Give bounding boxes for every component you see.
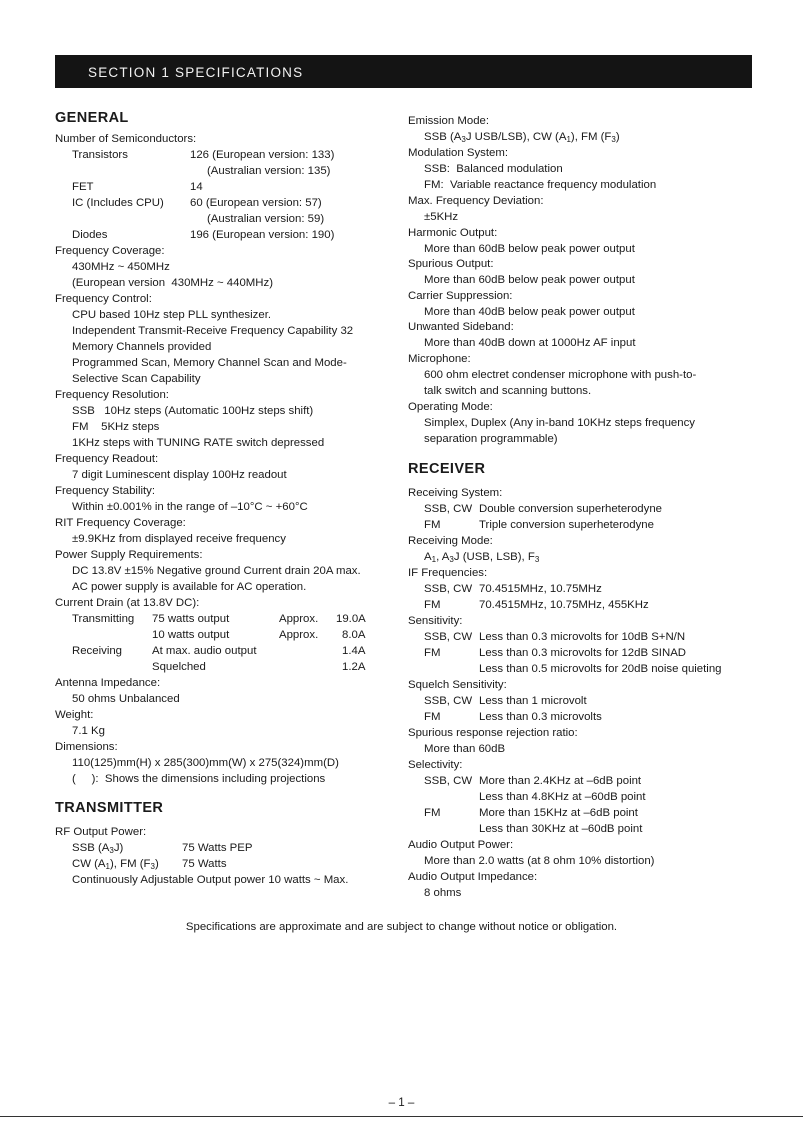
squelch-label: Squelch Sensitivity:	[408, 679, 507, 691]
ic-value-aus: (Australian version: 59)	[207, 213, 325, 225]
selectivity-fm-label: FM	[424, 807, 441, 819]
sensitivity-ssb-label: SSB, CW	[424, 631, 473, 643]
rf-cw-label: CW $(A_1)$, FM $(F_3)$	[72, 858, 159, 871]
selectivity-ssb-label: SSB, CW	[424, 775, 473, 787]
rx-mode-value: $A_1$, $A_3J$ (USB, LSB), $F_3$	[424, 551, 540, 564]
operating-mode-label: Operating Mode:	[408, 401, 493, 413]
section-banner	[55, 55, 752, 88]
weight-1: 7.1 Kg	[72, 725, 105, 737]
unwanted-label: Unwanted Sideband:	[408, 321, 514, 333]
sensitivity-fm-value: Less than 0.3 microvolts for 12dB SINAD	[479, 647, 687, 659]
freq-resolution-1: SSB 10Hz steps (Automatic 100Hz steps shift)	[72, 405, 314, 417]
drain-tx-1-approx: Approx.	[279, 613, 319, 625]
microphone-2: talk switch and scanning buttons.	[424, 385, 592, 397]
rit-label: RIT Frequency Coverage:	[55, 517, 186, 529]
bottom-rule	[0, 1116, 803, 1117]
selectivity-ssb-value: More than 2.4KHz at –6dB point	[479, 775, 642, 787]
freq-stability-label: Frequency Stability:	[55, 485, 156, 497]
antenna-label: Antenna Impedance:	[55, 677, 161, 689]
freq-readout-label: Frequency Readout:	[55, 453, 159, 465]
microphone-label: Microphone:	[408, 353, 471, 365]
sensitivity-fm-label: FM	[424, 647, 441, 659]
rf-adjustable: Continuously Adjustable Output power 10 watts ~ Max.	[72, 874, 349, 886]
fet-value: 14	[190, 181, 203, 193]
transistors-label: Transistors	[72, 149, 128, 161]
section-title: SECTION 1 SPECIFICATIONS	[88, 65, 304, 80]
freq-control-2: Independent Transmit-Receive Frequency Capability 32	[72, 325, 354, 337]
freq-control-5: Selective Scan Capability	[72, 373, 201, 385]
audio-power-label: Audio Output Power:	[408, 839, 514, 851]
power-supply-label: Power Supply Requirements:	[55, 549, 203, 561]
selectivity-fm-value2: Less than 30KHz at –60dB point	[479, 823, 643, 835]
audio-impedance-label: Audio Output Impedance:	[408, 871, 538, 883]
operating-mode-2: separation programmable)	[424, 433, 558, 445]
audio-power-1: More than 2.0 watts (at 8 ohm 10% distortion)	[424, 855, 655, 867]
dimensions-label: Dimensions:	[55, 741, 118, 753]
diodes-label: Diodes	[72, 229, 108, 241]
rx-system-fm-label: FM	[424, 519, 441, 531]
freq-resolution-3: 1KHz steps with TUNING RATE switch depressed	[72, 437, 325, 449]
if-ssb-value: 70.4515MHz, 10.75MHz	[479, 583, 602, 595]
freq-readout-1: 7 digit Luminescent display 100Hz readout	[72, 469, 287, 481]
if-fm-value: 70.4515MHz, 10.75MHz, 455KHz	[479, 599, 649, 611]
drain-tx-1: 75 watts output	[152, 613, 230, 625]
spurious-1: More than 60dB below peak power output	[424, 274, 635, 286]
drain-rx-2: Squelched	[152, 661, 206, 673]
selectivity-ssb-value2: Less than 4.8KHz at –60dB point	[479, 791, 646, 803]
rx-system-fm-value: Triple conversion superheterodyne	[479, 519, 654, 531]
freq-coverage-2: (European version 430MHz ~ 440MHz)	[72, 277, 274, 289]
spurious-rejection-1: More than 60dB	[424, 743, 506, 755]
ic-value: 60 (European version: 57)	[190, 197, 322, 209]
squelch-fm-value: Less than 0.3 microvolts	[479, 711, 602, 723]
rx-system-ssb-label: SSB, CW	[424, 503, 473, 515]
if-label: IF Frequencies:	[408, 567, 488, 579]
rit-1: ±9.9KHz from displayed receive frequency	[72, 533, 286, 545]
sensitivity-fm-value2: Less than 0.5 microvolts for 20dB noise quieting	[479, 663, 722, 675]
squelch-ssb-value: Less than 1 microvolt	[479, 695, 587, 707]
drain-tx-1-value: 19.0A	[336, 613, 366, 625]
drain-tx-2: 10 watts output	[152, 629, 230, 641]
modulation-2: FM: Variable reactance frequency modulation	[424, 179, 657, 191]
power-supply-2: AC power supply is available for AC operation.	[72, 581, 307, 593]
semi-label: Number of Semiconductors:	[55, 133, 197, 145]
emission-value: SSB ($A_3J$ USB/LSB), CW $(A_1)$, FM $(F_3)$	[424, 131, 620, 144]
squelch-ssb-label: SSB, CW	[424, 695, 473, 707]
audio-impedance-1: 8 ohms	[424, 887, 462, 899]
weight-label: Weight:	[55, 709, 94, 721]
transistors-value: 126 (European version: 133)	[190, 149, 335, 161]
ic-label: IC (Includes CPU)	[72, 197, 164, 209]
drain-rx-1: At max. audio output	[152, 645, 257, 657]
freq-coverage-1: 430MHz ~ 450MHz	[72, 261, 170, 273]
sensitivity-ssb-value: Less than 0.3 microvolts for 10dB S+N/N	[479, 631, 686, 643]
freq-control-label: Frequency Control:	[55, 293, 152, 305]
rf-ssb-label: SSB $(A_3J)$	[72, 842, 124, 855]
modulation-label: Modulation System:	[408, 147, 509, 159]
freq-control-1: CPU based 10Hz step PLL synthesizer.	[72, 309, 272, 321]
drain-tx-2-approx: Approx.	[279, 629, 319, 641]
freq-control-4: Programmed Scan, Memory Channel Scan and Mode-	[72, 357, 347, 369]
receiver-heading: RECEIVER	[408, 461, 486, 477]
unwanted-1: More than 40dB down at 1000Hz AF input	[424, 337, 636, 349]
freq-stability-1: Within ±0.001% in the range of –10°C ~ +60°C	[72, 501, 308, 513]
sensitivity-label: Sensitivity:	[408, 615, 463, 627]
squelch-fm-label: FM	[424, 711, 441, 723]
rx-system-ssb-value: Double conversion superheterodyne	[479, 503, 663, 515]
freq-coverage-label: Frequency Coverage:	[55, 245, 165, 257]
harmonic-label: Harmonic Output:	[408, 227, 498, 239]
transmitter-heading: TRANSMITTER	[55, 800, 164, 816]
antenna-1: 50 ohms Unbalanced	[72, 693, 180, 705]
dimensions-2: ( ): Shows the dimensions including projections	[72, 773, 326, 785]
drain-rx-2-value: 1.2A	[342, 661, 366, 673]
operating-mode-1: Simplex, Duplex (Any in-band 10KHz steps frequency	[424, 417, 695, 429]
rf-ssb-value: 75 Watts PEP	[182, 842, 253, 854]
fet-label: FET	[72, 181, 94, 193]
general-heading: GENERAL	[55, 110, 129, 126]
max-deviation-label: Max. Frequency Deviation:	[408, 195, 544, 207]
freq-control-3: Memory Channels provided	[72, 341, 212, 353]
carrier-label: Carrier Suppression:	[408, 290, 513, 302]
current-drain-label: Current Drain (at 13.8V DC):	[55, 597, 200, 609]
rf-cw-value: 75 Watts	[182, 858, 227, 870]
diodes-value: 196 (European version: 190)	[190, 229, 335, 241]
drain-tx-label: Transmitting	[72, 613, 135, 625]
rx-system-label: Receiving System:	[408, 487, 503, 499]
microphone-1: 600 ohm electret condenser microphone with push-to-	[424, 369, 697, 381]
drain-tx-2-value: 8.0A	[342, 629, 366, 641]
transistors-value-aus: (Australian version: 135)	[207, 165, 331, 177]
selectivity-fm-value: More than 15KHz at –6dB point	[479, 807, 638, 819]
if-fm-label: FM	[424, 599, 441, 611]
dimensions-1: 110(125)mm(H) x 285(300)mm(W) x 275(324)mm(D)	[72, 757, 339, 769]
rx-mode-label: Receiving Mode:	[408, 535, 493, 547]
modulation-1: SSB: Balanced modulation	[424, 163, 563, 175]
spurious-rejection-label: Spurious response rejection ratio:	[408, 727, 578, 739]
selectivity-label: Selectivity:	[408, 759, 463, 771]
drain-rx-1-value: 1.4A	[342, 645, 366, 657]
if-ssb-label: SSB, CW	[424, 583, 473, 595]
harmonic-1: More than 60dB below peak power output	[424, 243, 635, 255]
page-number: – 1 –	[388, 1096, 415, 1109]
rf-output-label: RF Output Power:	[55, 826, 147, 838]
spurious-label: Spurious Output:	[408, 258, 494, 270]
freq-resolution-label: Frequency Resolution:	[55, 389, 169, 401]
freq-resolution-2: FM 5KHz steps	[72, 421, 160, 433]
footer-note: Specifications are approximate and are subject to change without notice or obligation.	[185, 921, 618, 933]
carrier-1: More than 40dB below peak power output	[424, 306, 635, 318]
emission-label: Emission Mode:	[408, 115, 490, 127]
power-supply-1: DC 13.8V ±15% Negative ground Current drain 20A max.	[72, 565, 361, 577]
max-deviation-1: ±5KHz	[424, 211, 459, 223]
drain-rx-label: Receiving	[72, 645, 123, 657]
